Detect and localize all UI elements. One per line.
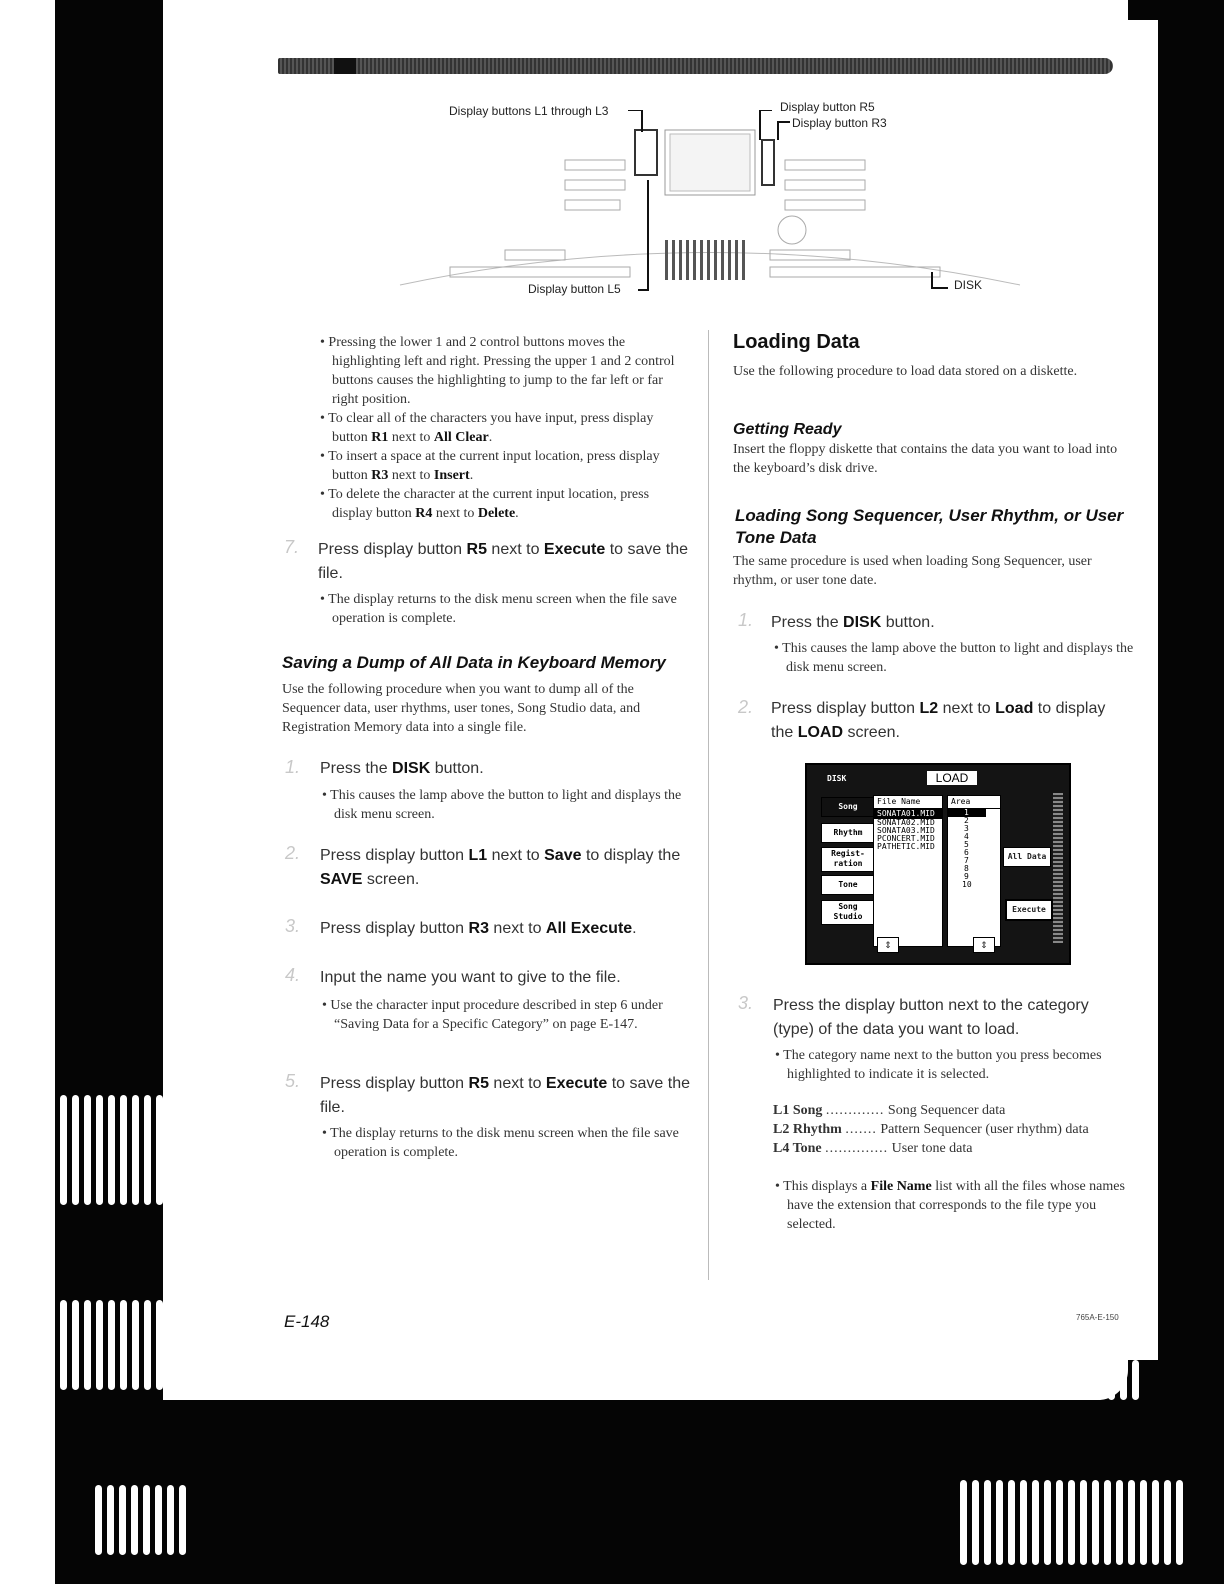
column-divider: [708, 330, 709, 1280]
lcd-file-name-header: File Name: [874, 796, 942, 809]
step-number-3: 3.: [285, 916, 301, 936]
lcd-area-item[interactable]: 7: [964, 856, 969, 865]
page-number: E-148: [284, 1312, 330, 1331]
lcd-execute-button[interactable]: Execute: [1005, 899, 1053, 921]
bullet-save-complete: • The display returns to the disk menu screen when the file save operation is complete.: [320, 592, 677, 626]
right-bullet-disk-lamp: • This causes the lamp above the button to light and displays the disk menu screen.: [774, 641, 1134, 675]
section-header-bar: [278, 58, 1113, 74]
bullet-insert: • To insert a space at the current input location, press display button R3 next to Insert.: [320, 449, 660, 483]
lcd-file-item[interactable]: SONATA03.MID: [877, 826, 935, 835]
subheading-loading-song: Loading Song Sequencer, User Rhythm, or User Tone Data: [735, 506, 1124, 547]
lcd-area-header: Area: [948, 796, 1000, 809]
category-row: L4 Tone .............. User tone data: [773, 1141, 973, 1156]
keyboard-panel-diagram: [380, 100, 1040, 302]
lcd-button-registration[interactable]: Regist-ration: [821, 847, 875, 872]
step-number-2: 2.: [285, 843, 301, 863]
text-getting-ready: Insert the floppy diskette that contains the data you want to load into the keyboard’s disk drive.: [733, 442, 1118, 476]
callout-l1-l3: Display buttons L1 through L3: [449, 104, 609, 118]
lcd-file-item[interactable]: PCONCERT.MID: [877, 834, 935, 843]
lcd-file-item[interactable]: PATHETIC.MID: [877, 842, 935, 851]
keyboard-panel-illustration: [380, 110, 1040, 302]
lcd-button-rhythm[interactable]: Rhythm: [821, 823, 875, 843]
lcd-file-item[interactable]: SONATA01.MID: [874, 809, 942, 819]
lcd-area-item[interactable]: 4: [964, 832, 969, 841]
scan-stripes-bottom-right: [960, 1480, 1183, 1565]
callout-disk: DISK: [954, 278, 983, 292]
lcd-all-data-button[interactable]: All Data: [1003, 847, 1051, 867]
scan-margin-left: [0, 0, 55, 1584]
category-row: L1 Song ............. Song Sequencer data: [773, 1103, 1006, 1118]
bullet-all-clear: • To clear all of the characters you have input, press display button R1 next to All Clear.: [320, 411, 654, 445]
lcd-disk-label: DISK: [827, 774, 847, 783]
step-number-4: 4.: [285, 965, 301, 985]
step-press-r5-execute: Press display button R5 next to Execute to save the file.: [320, 1075, 690, 1116]
lcd-area-item[interactable]: 5: [964, 840, 969, 849]
document-code: 765A-E-150: [1076, 1313, 1119, 1322]
bullet-character-input: • Use the character input procedure described in step 6 under “Saving Data for a Specific Category” on page E-147.: [322, 998, 663, 1032]
right-step-number-1: 1.: [738, 610, 754, 630]
lcd-area-list[interactable]: [947, 795, 1001, 947]
step-number-5: 5.: [285, 1071, 301, 1091]
lcd-area-item[interactable]: 3: [964, 824, 969, 833]
lcd-button-tone[interactable]: Tone: [821, 875, 875, 895]
step-press-l1-save: Press display button L1 next to Save to display the SAVE screen.: [320, 847, 681, 888]
bullet-disk-lamp: • This causes the lamp above the button to light and displays the disk menu screen.: [322, 788, 682, 822]
heading-loading-data: Loading Data: [733, 331, 860, 353]
scan-stripes-bottom-left: [95, 1485, 186, 1555]
right-step-press-l2-load: Press display button L2 next to Load to display the LOAD screen.: [771, 700, 1106, 741]
adjacent-page-edge: [1128, 20, 1158, 1360]
step-number-7: 7.: [284, 537, 300, 557]
lcd-area-item[interactable]: 9: [964, 872, 969, 881]
callout-l5: Display button L5: [528, 282, 621, 296]
lcd-file-scroll-icon[interactable]: ⇕: [877, 937, 899, 953]
heading-getting-ready: Getting Ready: [733, 421, 842, 438]
bullet-control-buttons: • Pressing the lower 1 and 2 control buttons moves the highlighting left and right. Pressing the upper 1 and 2 control buttons causes the highlighting to jump to the far left or far right position.: [320, 335, 675, 407]
lcd-area-item[interactable]: 6: [964, 848, 969, 857]
lcd-area-scroll-icon[interactable]: ⇕: [973, 937, 995, 953]
right-step-number-3: 3.: [738, 993, 754, 1013]
scan-stripes-bottom-1: [165, 1345, 268, 1395]
right-bullet-file-name-list: • This displays a File Name list with all the files whose names have the extension that corresponds to the file type you selected.: [775, 1179, 1125, 1232]
lcd-title: LOAD: [927, 771, 977, 785]
lcd-area-item[interactable]: 2: [964, 816, 969, 825]
right-step-press-category: Press the display button next to the category (type) of the data you want to load.: [773, 997, 1089, 1038]
lcd-load-screen: [805, 763, 1071, 965]
lcd-area-item[interactable]: 10: [962, 880, 972, 889]
step-input-name: Input the name you want to give to the file.: [320, 969, 621, 986]
bullet-save-complete-2: • The display returns to the disk menu screen when the file save operation is complete.: [322, 1126, 679, 1160]
category-row: L2 Rhythm ....... Pattern Sequencer (user rhythm) data: [773, 1122, 1089, 1137]
scan-stripes-left-1: [60, 1095, 187, 1205]
lcd-file-item[interactable]: SONATA02.MID: [877, 818, 935, 827]
lcd-button-song-studio[interactable]: Song Studio: [821, 900, 875, 925]
right-step-number-2: 2.: [738, 697, 754, 717]
bullet-delete: • To delete the character at the current input location, press display button R4 next to Delete.: [320, 487, 650, 521]
right-step-press-disk: Press the DISK button.: [771, 614, 935, 631]
left-top-bullets: [318, 333, 684, 523]
step-number-1: 1.: [285, 757, 301, 777]
intro-loading-data: Use the following procedure to load data stored on a diskette.: [733, 364, 1078, 379]
lcd-area-item[interactable]: 1: [948, 809, 986, 817]
lcd-file-list[interactable]: [873, 795, 943, 947]
step-save-execute: Press display button R5 next to Execute to save the file.: [318, 541, 688, 582]
step-press-r3-all-execute: Press display button R3 next to All Execute.: [320, 920, 637, 937]
right-bullet-category-highlight: • The category name next to the button you press becomes highlighted to indicate it is selected.: [775, 1048, 1102, 1082]
lcd-button-song[interactable]: Song: [821, 797, 875, 817]
step-press-disk: Press the DISK button.: [320, 760, 484, 777]
category-list: [773, 1101, 1129, 1158]
scan-stripes-bottom-2: [880, 1360, 1139, 1400]
callout-r5: Display button R5: [780, 100, 875, 114]
lcd-side-scale: [1053, 793, 1063, 943]
lcd-area-item[interactable]: 8: [964, 864, 969, 873]
section-heading-dump: Saving a Dump of All Data in Keyboard Memory: [282, 653, 666, 672]
section-intro-dump: Use the following procedure when you want to dump all of the Sequencer data, user rhythms, user tones, Song Studio data, and Registration Memory data into a single file.: [282, 682, 641, 735]
callout-r3: Display button R3: [792, 116, 887, 130]
intro-loading-song: The same procedure is used when loading Song Sequencer, user rhythm, or user tone date.: [733, 554, 1092, 588]
